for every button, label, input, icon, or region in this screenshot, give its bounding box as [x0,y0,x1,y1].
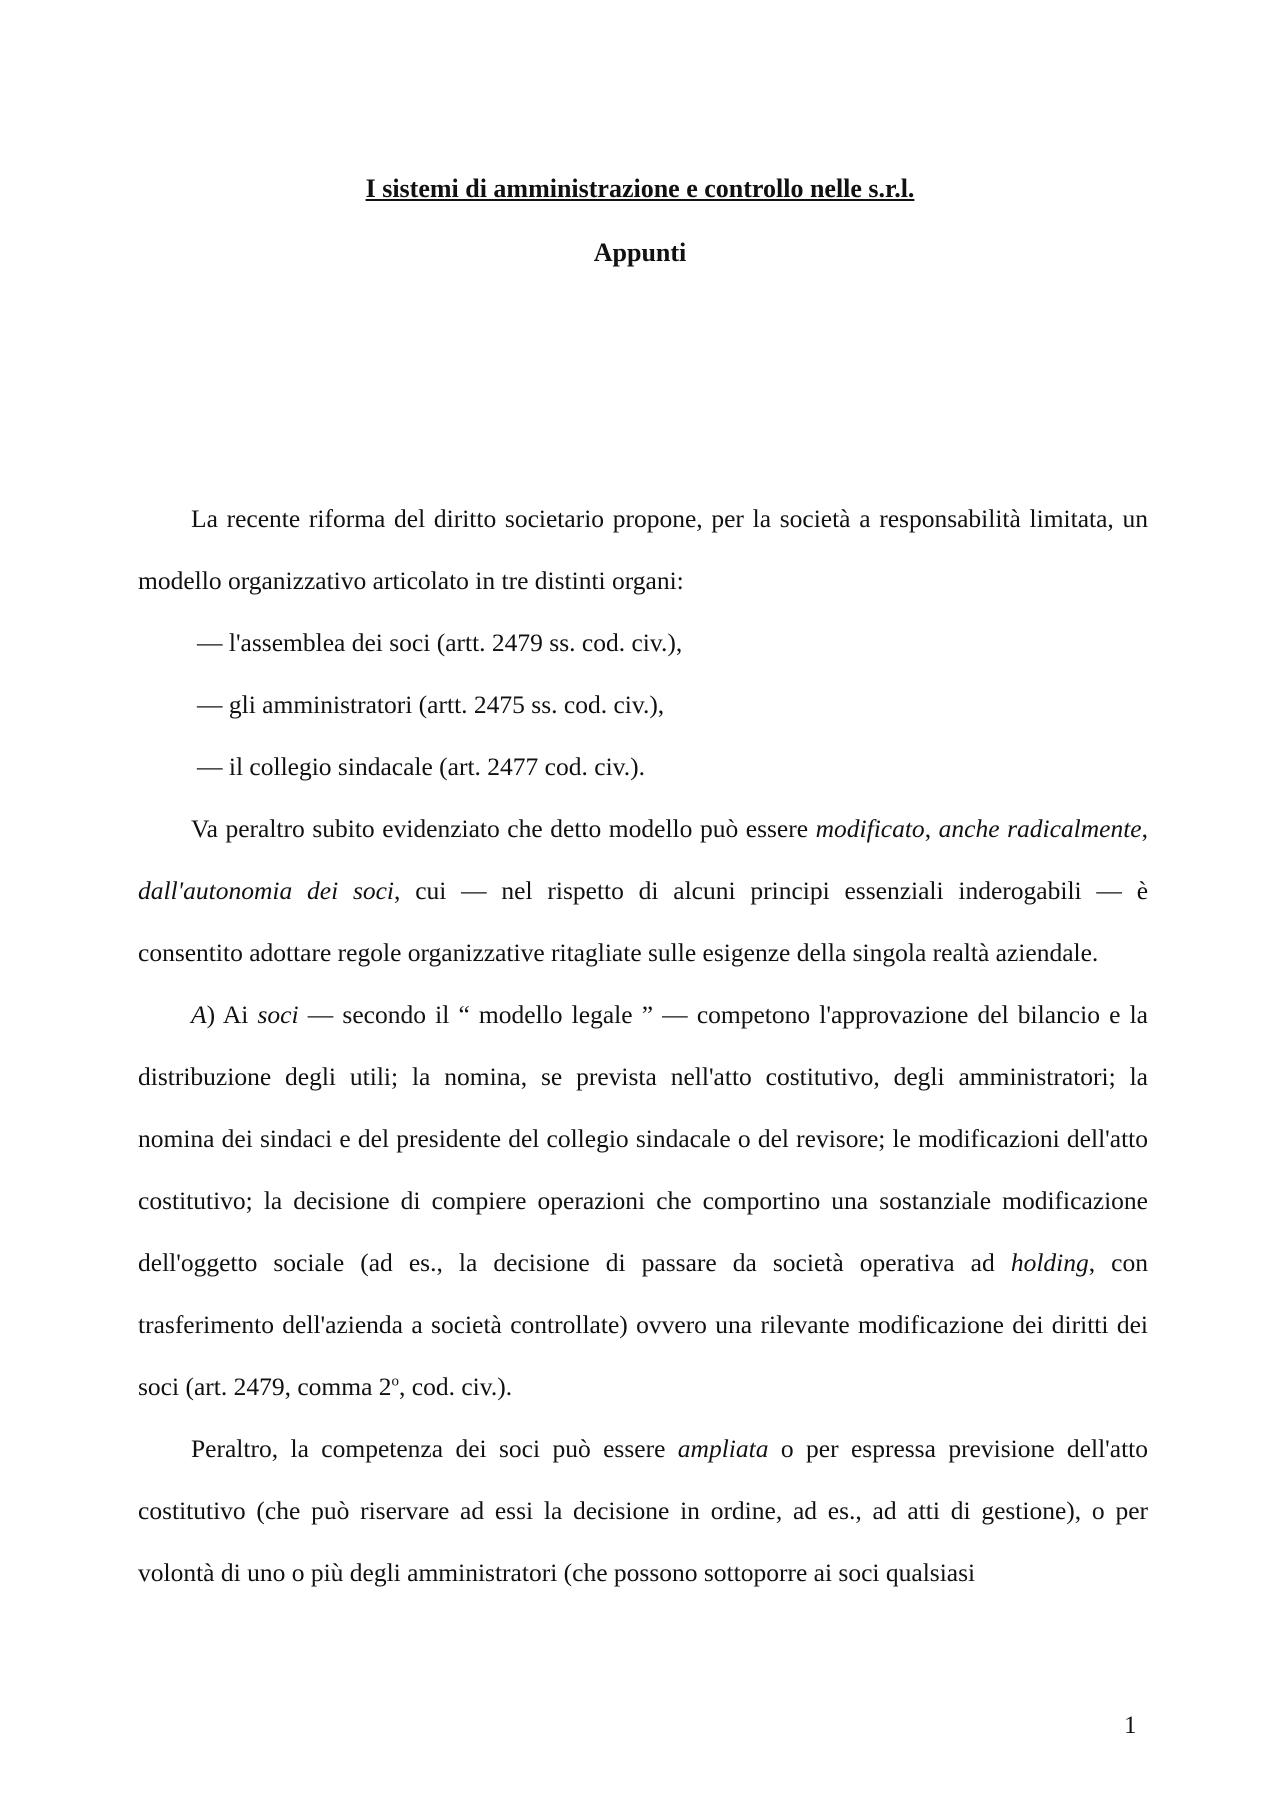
text-span: , cod. civ.). [399,1372,513,1401]
italic-span: dall'autonomia dei soci [138,876,395,905]
list-item-assemblea: — l'assemblea dei soci (artt. 2479 ss. cod. civ.), [197,628,683,657]
text-span: , [924,814,939,843]
italic-span: anche radicalmente [938,814,1142,843]
paragraph-autonomia [138,798,1148,984]
italic-span: holding [1010,1248,1089,1277]
text-span: — secondo il “ modello legale ” — competono l'approvazione del bilancio e la distribuzione degli utili; la nomina, se prevista nell'atto costitutivo, degli amministratori; la nomina dei sindaci e del presidente del collegio sindacale o del revisore; le modificazioni dell'atto costitutivo; la decisione di compiere operazioni che comportino una sostanziale modificazione dell'oggetto sociale (ad es., la decisione di passare da società operativa ad [138,1000,1148,1277]
document-subtitle: Appunti [593,238,687,267]
text-span: Va peraltro subito evidenziato che detto modello può essere [191,814,816,843]
text-span: , con trasferimento dell'azienda a società controllate) ovvero una rilevante modificazione dei diritti dei soci (art. 2479, comma 2 [138,1248,1148,1401]
text-span: Peraltro, la competenza dei soci può essere [191,1434,678,1463]
text-span: , cui — nel rispetto di alcuni principi essenziali inderogabili — è consentito adottare regole organizzative ritagliate sulle esigenze della singola realtà aziendale. [138,876,1149,967]
document-title: I sistemi di amministrazione e controllo nelle s.r.l. [365,174,915,203]
italic-span: A [191,1000,207,1029]
italic-span: soci [257,1000,299,1029]
document-body [138,488,1148,1604]
paragraph-competenza [138,1418,1148,1604]
paragraph-soci [138,984,1148,1418]
list-item-collegio: — il collegio sindacale (art. 2477 cod. civ.). [197,752,645,781]
italic-span: modificato [815,814,925,843]
text-span: ) Ai [206,1000,258,1029]
paragraph-intro: La recente riforma del diritto societario propone, per la società a responsabilità limitata, un modello organizzativo articolato in tre distinti organi: [138,504,1148,595]
text-span: o per espressa previsione dell'atto costitutivo (che può riservare ad essi la decisione in ordine, ad es., ad atti di gestione), o per volontà di uno o più degli amministratori (che possono sottoporre ai soci qualsiasi [138,1434,1149,1587]
text-span: , [1141,814,1148,843]
superscript: o [391,1373,400,1390]
list-item-amministratori: — gli amministratori (artt. 2475 ss. cod. civ.), [197,690,665,719]
italic-span: ampliata [677,1434,769,1463]
page-number: 1 [1124,1712,1137,1739]
